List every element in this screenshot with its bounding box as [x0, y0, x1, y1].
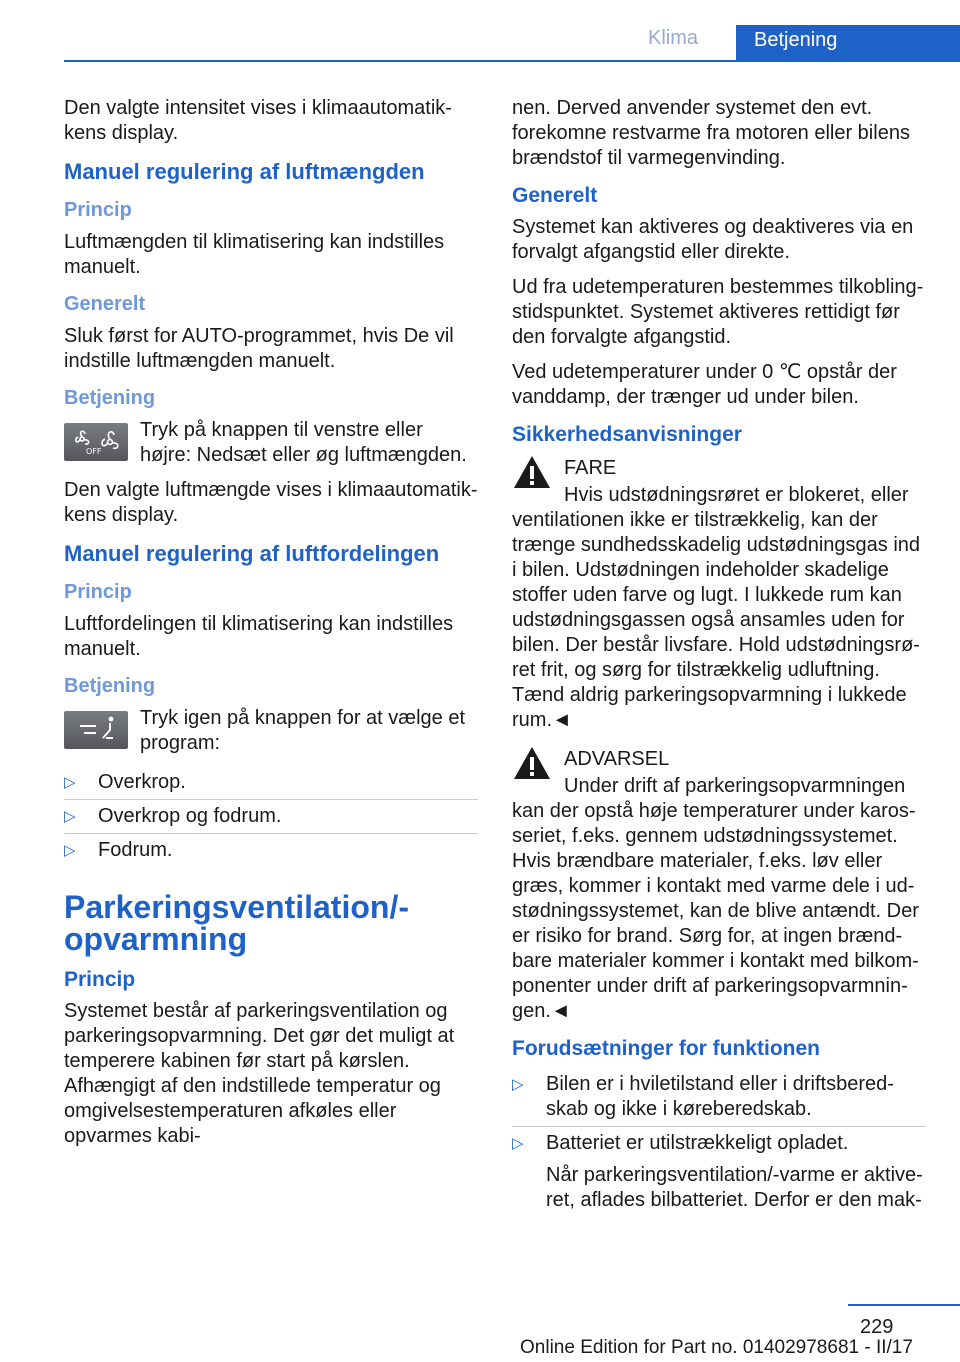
edition-footer: Online Edition for Part no. 01402978681 - II/17 [520, 1337, 913, 1358]
warning-text: kan der opstå høje temperaturer under karosseriet, f.eks. gennem udstødningssystemet. Hvis brændbare materialer, f.eks. løv eller græs, kommer i kontakt med varme dele i udstødningssystemet, kan de blive antændt. Der er risiko for brand. Sørg for, at ingen brændbare materialer kommer i kontakt med bilkomponenter under drift af parkeringsopvarmningen.◄ [512, 800, 919, 1022]
warning-triangle-icon [512, 745, 552, 781]
list-item-text: Overkrop. [98, 771, 186, 793]
paragraph: Systemet består af parkeringsventilation og parkeringsopvarmning. Det gør det muligt at temperere kabinen før start på kørslen. Afhængigt af den indstillede temperatur og omgivelsestemperaturen afkøles eller opvarmes kabi- [64, 1000, 455, 1147]
subheading: Betjening [64, 387, 156, 409]
list-item [64, 800, 478, 834]
triangle-bullet-icon: ▷ [64, 808, 76, 825]
list-item [512, 1127, 926, 1217]
header-active-tab[interactable]: Betjening [736, 25, 960, 61]
paragraph: Luftmængden til klimatisering kan indstilles manuelt. [64, 231, 445, 278]
paragraph: Den valgte intensitet vises i klimaautomatikkens display. [64, 97, 452, 144]
air-distribution-button-icon [64, 711, 128, 749]
triangle-bullet-icon: ▷ [512, 1135, 524, 1152]
paragraph: Tryk igen på knappen for at vælge et program: [140, 707, 465, 754]
warning-caution [512, 745, 926, 799]
right-column [512, 96, 926, 1217]
section-heading: Sikkerhedsanvisninger [512, 423, 742, 446]
warning-label: ADVARSEL [564, 748, 670, 770]
list-item-text: Bilen er i hviletilstand eller i driftsberedskab og ikke i køreberedskab. [546, 1073, 894, 1120]
section-heading: Forudsætninger for funktionen [512, 1037, 820, 1060]
warning-text-first-line: Hvis udstødningsrøret er blokeret, eller [564, 484, 909, 506]
subheading: Princip [64, 581, 132, 603]
subheading: Betjening [64, 675, 156, 697]
program-list [64, 766, 478, 867]
page-number: 229 [860, 1316, 894, 1338]
paragraph: Systemet kan aktiveres og deaktiveres via en forvalgt afgangstid eller direkte. [512, 216, 914, 263]
list-item-continuation: Når parkeringsventilation/-varme er aktiveret, aflades bilbatteriet. Derfor er den mak- [546, 1164, 923, 1211]
page-header [0, 0, 960, 62]
subheading: Generelt [512, 184, 598, 207]
list-item [64, 766, 478, 800]
paragraph: Ved udetemperaturer under 0 ℃ opstår der vanddamp, der trænger ud under bilen. [512, 361, 897, 408]
footer-rule [848, 1304, 960, 1306]
fan-buttons-icon [64, 423, 128, 461]
prerequisite-list [512, 1068, 926, 1217]
paragraph: Tryk på knappen til venstre eller højre: Nedsæt eller øg luftmængden. [140, 419, 467, 466]
list-item-text: Batteriet er utilstrækkeligt opladet. [546, 1132, 849, 1154]
section-heading: Manuel regulering af luftfordelingen [64, 541, 440, 566]
section-heading: Manuel regulering af luftmængden [64, 159, 425, 184]
operation-row [64, 706, 478, 756]
paragraph: Luftfordelingen til klimatisering kan indstilles manuelt. [64, 613, 454, 660]
header-rule [64, 60, 960, 62]
list-item-text: Fodrum. [98, 839, 173, 861]
warning-triangle-icon [512, 454, 552, 490]
svg-text:OFF: OFF [86, 447, 102, 456]
paragraph: Ud fra udetemperaturen bestemmes tilkoblingstidspunktet. Systemet aktiveres rettidigt før den forvalgte afgangstid. [512, 276, 924, 348]
warning-danger [512, 454, 926, 508]
list-item [64, 834, 478, 867]
list-item [512, 1068, 926, 1127]
paragraph: Sluk først for AUTO-programmet, hvis De vil indstille luftmængden manuelt. [64, 325, 454, 372]
triangle-bullet-icon: ▷ [512, 1076, 524, 1093]
paragraph: Den valgte luftmængde vises i klimaautomatikkens display. [64, 479, 478, 526]
warning-label: FARE [564, 457, 617, 479]
triangle-bullet-icon: ▷ [64, 774, 76, 791]
warning-text-first-line: Under drift af parkeringsopvarmningen [564, 775, 906, 797]
triangle-bullet-icon: ▷ [64, 842, 76, 859]
subheading: Generelt [64, 293, 146, 315]
operation-row [64, 418, 478, 468]
subheading: Princip [64, 199, 132, 221]
paragraph: nen. Derved anvender systemet den evt. forekomne restvarme fra motoren eller bilens brændstof til varmegenvinding. [512, 97, 910, 169]
left-column [64, 96, 478, 1159]
header-section-tab[interactable]: Klima [648, 27, 699, 49]
list-item-text: Overkrop og fodrum. [98, 805, 282, 827]
subheading: Princip [64, 968, 136, 991]
chapter-heading: Parkeringsventilation/-opvarmning [64, 889, 409, 957]
warning-text: ventilationen ikke er tilstrækkelig, kan der trænge sundhedsskadelig udstødningsgas ind i bilen. Udstødningen indeholder skadelige stoffer uden farve og lugt. I lukkede rum kan udstødningsgassen også ansamles uden for bilen. Der består livsfare. Hold udstødningsrøret frit, og sørg for tilstrækkelig udluftning. Tænd aldrig parkeringsopvarmning i lukkede rum.◄ [512, 509, 921, 731]
